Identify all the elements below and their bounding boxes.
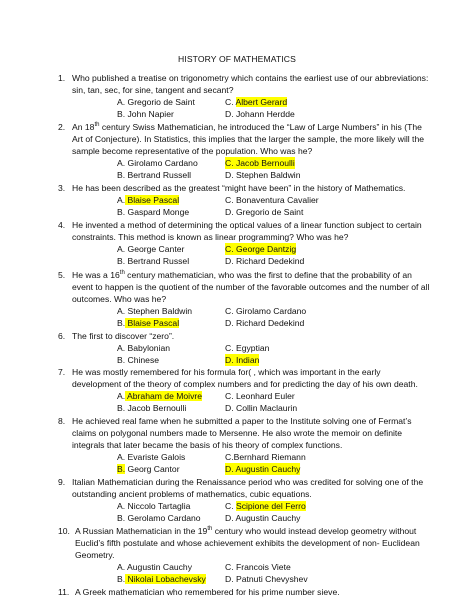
question-11 bbox=[58, 586, 430, 598]
question-text-rest: century Swiss Mathematician, he introduced the “Law of Large Numbers” in his (The Art of Conjecture). In Statistics, this implies that the larger the sample, the more likely will the sample become representative of the population. Who was he? bbox=[72, 122, 425, 156]
option-a bbox=[117, 390, 202, 402]
option-b-text: Georg Cantor bbox=[125, 464, 180, 474]
question-text-start: An 18 bbox=[72, 122, 95, 132]
option-d: D. Patnuti Chevyshev bbox=[225, 574, 308, 584]
question-text: A Greek mathematician who remembered for his prime number sieve. bbox=[75, 587, 340, 597]
option-a: A. Augustin Cauchy bbox=[117, 562, 193, 572]
question-text: He invented a method of determining the optical values of a linear function subject to certain constraints. This method is known as linear programming? Who was he? bbox=[72, 220, 422, 242]
question-1 bbox=[58, 72, 430, 96]
option-d: D. Richard Dedekind bbox=[225, 318, 305, 328]
question-5 bbox=[58, 269, 430, 305]
question-number: 11. bbox=[58, 587, 70, 597]
question-number: 3. bbox=[58, 183, 66, 193]
option-b-letter: B. bbox=[117, 574, 126, 584]
option-b: B. Gerolamo Cardano bbox=[117, 513, 201, 523]
option-b bbox=[117, 573, 206, 585]
option-d-highlighted-answer: D. Augustin Cauchy bbox=[225, 464, 301, 474]
option-b-highlighted-answer: Nikolai Lobachevsky bbox=[125, 574, 206, 584]
question-3 bbox=[58, 182, 430, 194]
question-number: 7. bbox=[58, 367, 66, 377]
option-a-highlighted-answer: Abraham de Moivre bbox=[125, 391, 203, 401]
option-b-letter: B. bbox=[117, 318, 126, 328]
ordinal-superscript: th bbox=[119, 270, 125, 277]
option-a: A. Niccolo Tartaglia bbox=[117, 501, 191, 511]
option-c-highlighted-answer: C. Jacob Bernoulli bbox=[225, 158, 295, 168]
question-number: 8. bbox=[58, 416, 66, 426]
option-d: D. Johann Herdde bbox=[225, 109, 295, 119]
option-b bbox=[117, 317, 179, 329]
document-title: HISTORY OF MATHEMATICS bbox=[178, 54, 296, 64]
ordinal-superscript: th bbox=[207, 526, 213, 533]
option-c: C. Francois Viete bbox=[225, 562, 291, 572]
question-text bbox=[75, 525, 430, 561]
question-8 bbox=[58, 415, 430, 451]
question-text: He achieved real fame when he submitted a paper to the Institute solving one of Fermat’s claims on polygonal numbers made to Mersenne. He also wrote the memoir on definite integrals that later became the basis of his theory of complex functions. bbox=[72, 416, 412, 450]
question-number: 10. bbox=[58, 526, 70, 536]
option-c: C. Leonhard Euler bbox=[225, 391, 295, 401]
option-c-highlighted-answer: Scipione del Ferro bbox=[235, 501, 306, 511]
question-text: Who published a treatise on trigonometry which contains the earliest use of our abbreviations: sin, tan, sec, for sine, tangent and secant? bbox=[72, 73, 429, 95]
question-text-start: He was a 16 bbox=[72, 270, 120, 280]
option-b: B. Bertrand Russel bbox=[117, 256, 190, 266]
option-c: C. Egyptian bbox=[225, 343, 270, 353]
question-text: The first to discover “zero”. bbox=[72, 331, 175, 341]
question-4 bbox=[58, 219, 430, 243]
question-text bbox=[72, 121, 430, 157]
question-number: 6. bbox=[58, 331, 66, 341]
option-c bbox=[225, 96, 287, 108]
question-number: 9. bbox=[58, 477, 66, 487]
option-a-highlighted-answer: Blaise Pascal bbox=[125, 195, 180, 205]
option-d: D. Augustin Cauchy bbox=[225, 513, 301, 523]
option-a: A. Gregorio de Saint bbox=[117, 97, 195, 107]
option-d: D. Richard Dedekind bbox=[225, 256, 305, 266]
option-b-highlighted-letter: B. bbox=[117, 464, 126, 474]
option-a bbox=[117, 194, 179, 206]
option-c: C.Bernhard Riemann bbox=[225, 452, 306, 462]
option-c bbox=[225, 500, 306, 512]
option-d: D. Collin Maclaurin bbox=[225, 403, 298, 413]
question-9 bbox=[58, 476, 430, 500]
question-number: 5. bbox=[58, 270, 66, 280]
option-d: D. Stephen Baldwin bbox=[225, 170, 301, 180]
question-text: He has been described as the greatest “might have been” in the history of Mathematics. bbox=[72, 183, 406, 193]
question-number: 1. bbox=[58, 73, 66, 83]
option-a: A. Babylonian bbox=[117, 343, 171, 353]
question-6 bbox=[58, 330, 430, 342]
option-c: C. Bonaventura Cavalier bbox=[225, 195, 319, 205]
option-a-letter: A. bbox=[117, 391, 126, 401]
option-c-letter: C. bbox=[225, 97, 234, 107]
question-text bbox=[72, 269, 430, 305]
option-a: A. George Canter bbox=[117, 244, 185, 254]
option-a-letter: A. bbox=[117, 195, 126, 205]
question-10 bbox=[58, 525, 430, 561]
question-text-start: A Russian Mathematician in the 19 bbox=[75, 526, 208, 536]
ordinal-superscript: th bbox=[94, 122, 100, 129]
question-text: Italian Mathematician during the Renaissance period who was credited for solving one of the outstanding ancient problems of mathematics, cubic equations. bbox=[72, 477, 424, 499]
option-a: A. Girolamo Cardano bbox=[117, 158, 198, 168]
question-number: 4. bbox=[58, 220, 66, 230]
question-text-rest: century mathematician, who was the first to define that the probability of an event to happen is the quotient of the number of the favorable outcomes and the number of all outcomes. Who was he? bbox=[72, 270, 430, 304]
option-c-highlighted-answer: C. George Dantzig bbox=[225, 244, 297, 254]
question-text: He was mostly remembered for his formula for( , which was important in the early development of the theory of complex numbers and for predicting the day of his own death. bbox=[72, 367, 418, 389]
option-b: B. Gaspard Monge bbox=[117, 207, 190, 217]
question-text-rest: century who would instead develop geometry without Euclid’s fifth postulate and whose achievement exhibits the development of non- Euclidean Geometry. bbox=[75, 526, 420, 560]
option-b: B. Chinese bbox=[117, 355, 160, 365]
option-b bbox=[117, 463, 180, 475]
option-b: B. Bertrand Russell bbox=[117, 170, 192, 180]
option-c: C. Girolamo Cardano bbox=[225, 306, 307, 316]
option-a: A. Stephen Baldwin bbox=[117, 306, 193, 316]
option-d-highlighted-answer: D. Indian bbox=[225, 355, 260, 365]
question-number: 2. bbox=[58, 122, 66, 132]
question-2 bbox=[58, 121, 430, 157]
option-b: B. Jacob Bernoulli bbox=[117, 403, 187, 413]
question-7 bbox=[58, 366, 430, 390]
option-b-highlighted-answer: Blaise Pascal bbox=[125, 318, 180, 328]
option-c-letter: C. bbox=[225, 501, 234, 511]
option-c-highlighted-answer: Albert Gerard bbox=[235, 97, 288, 107]
option-b: B. John Napier bbox=[117, 109, 174, 119]
option-d: D. Gregorio de Saint bbox=[225, 207, 304, 217]
option-a: A. Evariste Galois bbox=[117, 452, 186, 462]
